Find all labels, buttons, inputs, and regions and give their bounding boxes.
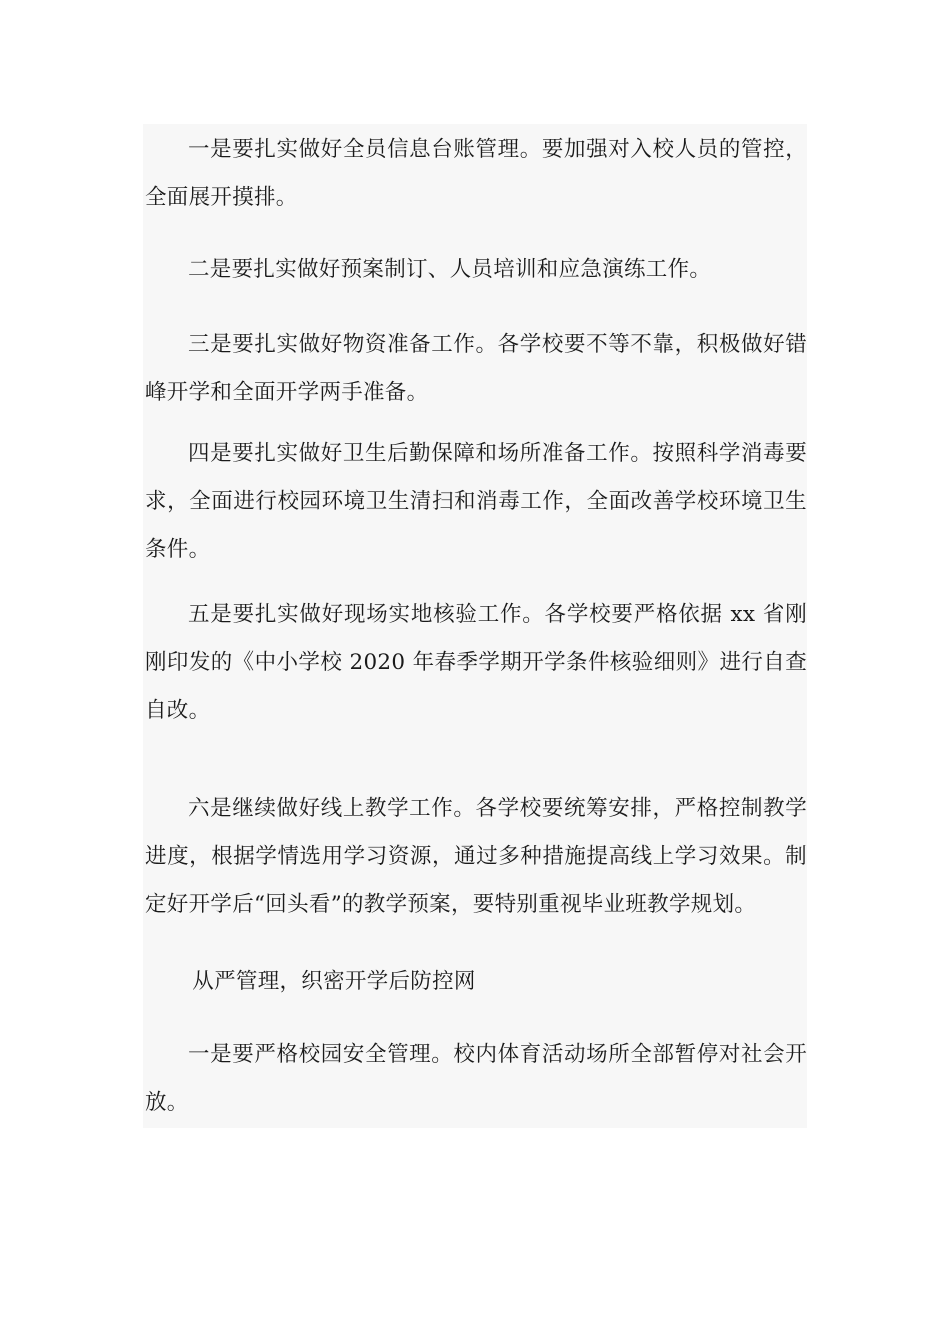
paragraph-5: 五是要扎实做好现场实地核验工作。各学校要严格依据 xx 省刚刚印发的《中小学校 2020 年春季学期开学条件核验细则》进行自查自改。: [145, 602, 807, 723]
section-paragraph-1: 一是要严格校园安全管理。校内体育活动场所全部暂停对社会开放。: [145, 1042, 807, 1115]
section-heading: 从严管理，织密开学后防控网: [192, 969, 476, 994]
paragraph-4: 四是要扎实做好卫生后勤保障和场所准备工作。按照科学消毒要求，全面进行校园环境卫生清扫和消毒工作，全面改善学校环境卫生条件。: [145, 441, 807, 562]
paragraph-6: 六是继续做好线上教学工作。各学校要统筹安排，严格控制教学进度，根据学情选用学习资源，通过多种措施提高线上学习效果。制定好开学后“回头看”的教学预案，要特别重视毕业班教学规划。: [145, 796, 807, 917]
paragraph-2: 二是要扎实做好预案制订、人员培训和应急演练工作。: [188, 257, 712, 282]
paragraph-1: 一是要扎实做好全员信息台账管理。要加强对入校人员的管控，全面展开摸排。: [145, 137, 807, 210]
document-body: [143, 124, 807, 1128]
paragraph-3: 三是要扎实做好物资准备工作。各学校要不等不靠，积极做好错峰开学和全面开学两手准备。: [145, 332, 807, 405]
